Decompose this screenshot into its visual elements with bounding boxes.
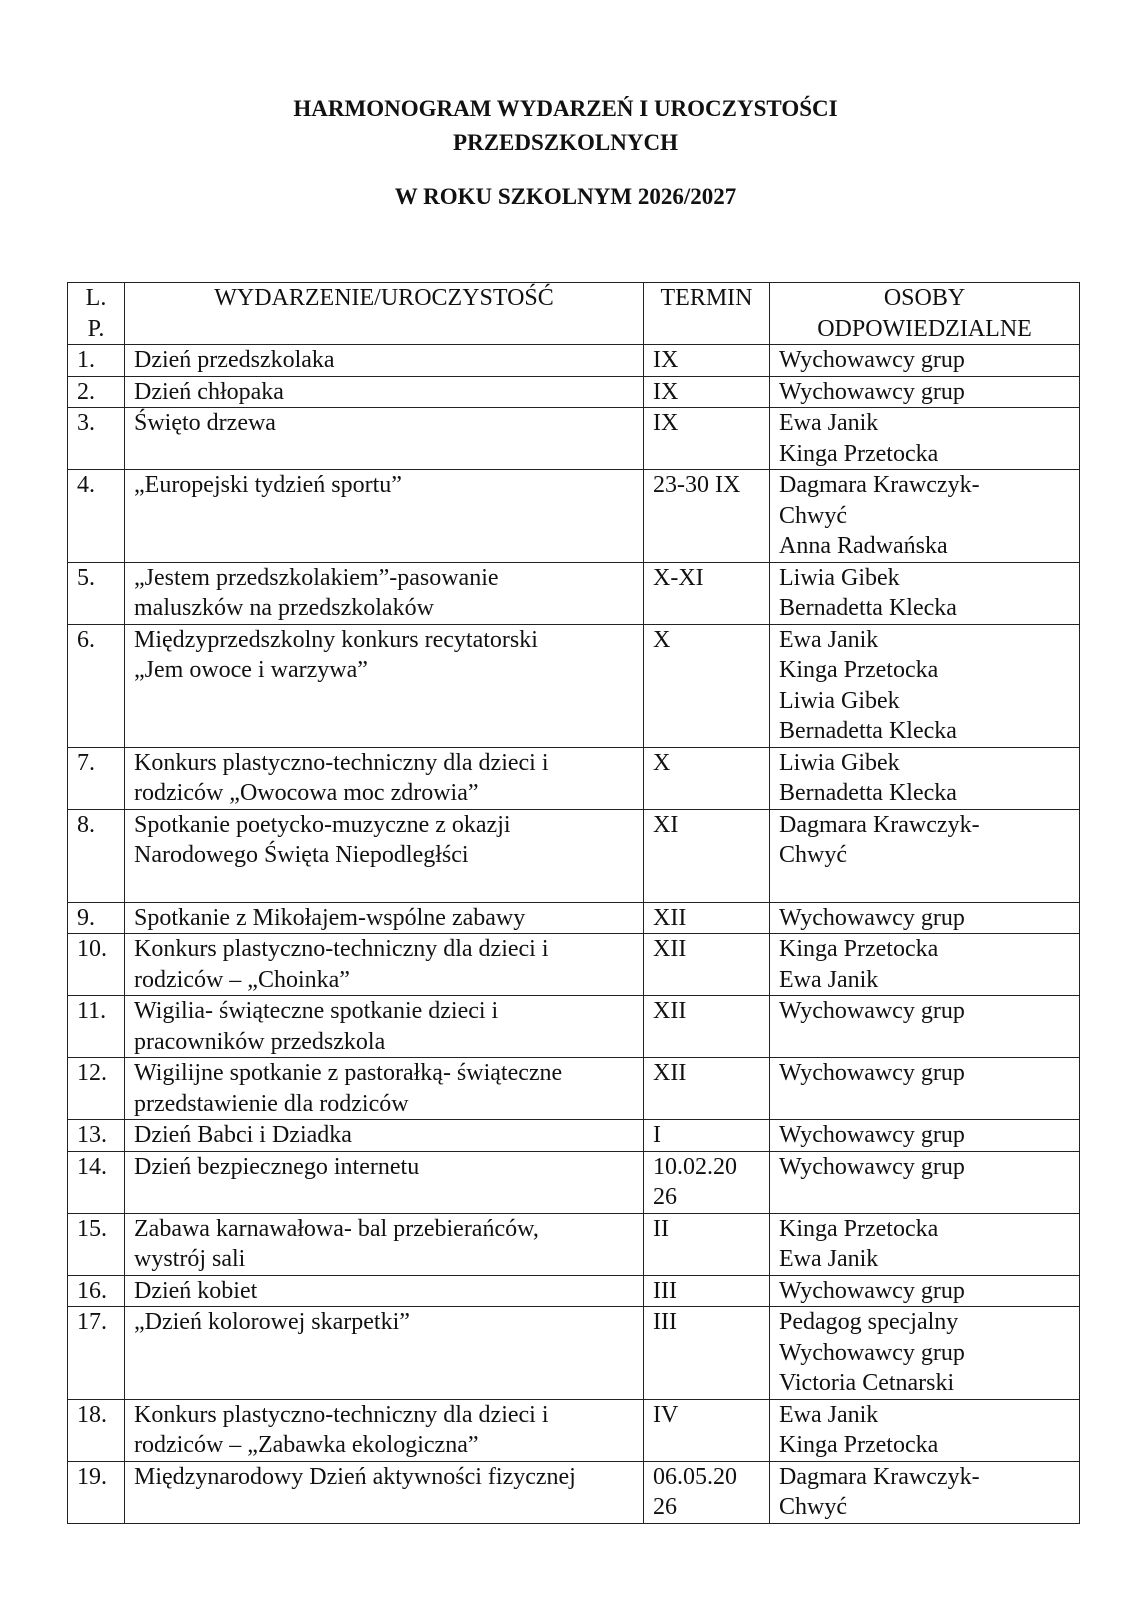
table-row: [68, 1275, 1080, 1307]
responsible-person-line: Wychowawcy grup: [779, 1060, 965, 1086]
responsible-person-line: Kinga Przetocka: [779, 440, 939, 467]
event-text-line: wystrój sali: [134, 1246, 246, 1272]
date-text-line: IX: [653, 347, 679, 373]
date-cell: [644, 624, 770, 747]
event-text-line: przedstawienie dla rodziców: [134, 1090, 409, 1117]
event-text-line: maluszków na przedszkolaków: [134, 595, 434, 621]
event-cell: [125, 1151, 644, 1213]
responsible-person-line: Kinga Przetocka: [779, 1432, 939, 1458]
table-row: [68, 562, 1080, 624]
responsible-cell: [770, 408, 1080, 470]
event-text-line: Wigilijne spotkanie z pastorałką- świąteczne: [134, 1060, 563, 1086]
event-cell: [125, 996, 644, 1058]
table-row: [68, 376, 1080, 408]
table-row: [68, 809, 1080, 902]
event-text-line: Spotkanie poetycko-muzyczne z okazji: [134, 811, 511, 838]
date-cell: [644, 1307, 770, 1400]
responsible-person-line: Wychowawcy grup: [779, 998, 965, 1024]
table-row: [68, 1120, 1080, 1152]
date-text-line: I: [653, 1122, 661, 1148]
event-text-line: „Dzień kolorowej skarpetki”: [134, 1309, 410, 1335]
date-text-line: XII: [653, 904, 687, 931]
date-cell: [644, 408, 770, 470]
responsible-person-line: Dagmara Krawczyk-: [779, 472, 980, 498]
responsible-cell: [770, 902, 1080, 934]
row-number: 5.: [68, 562, 125, 624]
responsible-person-line: Wychowawcy grup: [779, 1277, 965, 1304]
header-number-line-2: P.: [87, 315, 105, 342]
table-header-row: [68, 283, 1080, 345]
responsible-cell: [770, 996, 1080, 1058]
responsible-cell: [770, 470, 1080, 563]
document-title-line-2: PRZEDSZKOLNYCH: [453, 130, 678, 155]
date-text-line: XII: [653, 1060, 687, 1086]
table-row: [68, 1213, 1080, 1275]
date-text-line: X: [653, 626, 671, 653]
date-text-line: XII: [653, 936, 687, 962]
event-cell: [125, 1275, 644, 1307]
table-row: [68, 1058, 1080, 1120]
responsible-person-line: Ewa Janik: [779, 410, 879, 436]
date-cell: [644, 996, 770, 1058]
header-people-line-2: ODPOWIEDZIALNE: [817, 315, 1032, 342]
event-text-line: „Jem owoce i warzywa”: [134, 657, 368, 683]
responsible-person-line: Dagmara Krawczyk-: [779, 1463, 980, 1490]
date-cell: [644, 345, 770, 377]
responsible-person-line: Liwia Gibek: [779, 749, 900, 776]
header-number: [68, 283, 125, 345]
table-row: [68, 1461, 1080, 1523]
event-cell: [125, 809, 644, 902]
responsible-cell: [770, 1151, 1080, 1213]
responsible-person-line: Chwyć: [779, 842, 847, 868]
responsible-person-line: Bernadetta Klecka: [779, 718, 957, 744]
responsible-cell: [770, 1213, 1080, 1275]
event-text-line: Dzień chłopaka: [134, 378, 284, 405]
row-number: 16.: [68, 1275, 125, 1307]
event-cell: [125, 934, 644, 996]
header-number-line-1: L.: [85, 285, 107, 311]
row-number: 6.: [68, 624, 125, 747]
event-cell: [125, 562, 644, 624]
row-number: 15.: [68, 1213, 125, 1275]
event-text-line: Wigilia- świąteczne spotkanie dzieci i: [134, 998, 499, 1024]
table-body: [68, 345, 1080, 1524]
responsible-person-line: Kinga Przetocka: [779, 936, 939, 962]
event-cell: [125, 1307, 644, 1400]
header-date-label: TERMIN: [660, 285, 753, 311]
responsible-cell: [770, 376, 1080, 408]
row-number: 4.: [68, 470, 125, 563]
table-row: [68, 1399, 1080, 1461]
event-text-line: pracowników przedszkola: [134, 1028, 386, 1055]
responsible-person-line: Victoria Cetnarski: [779, 1370, 955, 1396]
header-people: [770, 283, 1080, 345]
date-cell: [644, 934, 770, 996]
row-number: 9.: [68, 902, 125, 934]
responsible-person-line: Liwia Gibek: [779, 564, 900, 591]
responsible-cell: [770, 747, 1080, 809]
event-text-line: rodziców „Owocowa moc zdrowia”: [134, 780, 479, 806]
event-text-line: Dzień Babci i Dziadka: [134, 1122, 352, 1148]
event-text-line: Konkurs plastyczno-techniczny dla dzieci i: [134, 936, 549, 962]
responsible-cell: [770, 809, 1080, 902]
event-cell: [125, 1461, 644, 1523]
date-cell: [644, 1058, 770, 1120]
date-text-line: X-XI: [653, 564, 704, 591]
document-heading: [0, 92, 1131, 214]
date-text-line: IX: [653, 410, 679, 436]
event-text-line: Międzyprzedszkolny konkurs recytatorski: [134, 626, 538, 653]
row-number: 10.: [68, 934, 125, 996]
responsible-cell: [770, 345, 1080, 377]
row-number: 17.: [68, 1307, 125, 1400]
date-cell: [644, 809, 770, 902]
date-text-line: II: [653, 1215, 669, 1242]
row-number: 3.: [68, 408, 125, 470]
event-text-line: Dzień przedszkolaka: [134, 347, 335, 373]
table-row: [68, 408, 1080, 470]
row-number: 18.: [68, 1399, 125, 1461]
table-row: [68, 996, 1080, 1058]
date-text-line: 10.02.20: [653, 1153, 737, 1180]
event-cell: [125, 1213, 644, 1275]
responsible-person-line: Bernadetta Klecka: [779, 780, 957, 806]
responsible-cell: [770, 1275, 1080, 1307]
date-cell: [644, 1151, 770, 1213]
responsible-cell: [770, 1120, 1080, 1152]
date-text-line: XI: [653, 811, 679, 838]
responsible-person-line: Chwyć: [779, 1494, 847, 1520]
event-text-line: Konkurs plastyczno-techniczny dla dzieci i: [134, 1401, 549, 1428]
event-text-line: Międzynarodowy Dzień aktywności fizycznej: [134, 1463, 576, 1490]
responsible-person-line: Anna Radwańska: [779, 533, 948, 559]
event-text-line: „Europejski tydzień sportu”: [134, 472, 402, 498]
responsible-person-line: Wychowawcy grup: [779, 1153, 965, 1180]
date-text-line: III: [653, 1277, 677, 1304]
responsible-person-line: Wychowawcy grup: [779, 378, 965, 405]
responsible-person-line: Wychowawcy grup: [779, 1339, 965, 1366]
responsible-cell: [770, 1058, 1080, 1120]
date-text-line: IX: [653, 378, 679, 405]
responsible-person-line: Kinga Przetocka: [779, 1215, 939, 1242]
responsible-person-line: Wychowawcy grup: [779, 904, 965, 931]
row-number: 8.: [68, 809, 125, 902]
responsible-person-line: Kinga Przetocka: [779, 657, 939, 683]
row-number: 11.: [68, 996, 125, 1058]
document-subtitle: W ROKU SZKOLNYM 2026/2027: [394, 184, 737, 209]
responsible-person-line: Wychowawcy grup: [779, 347, 965, 373]
event-cell: [125, 470, 644, 563]
date-text-line: 06.05.20: [653, 1463, 737, 1490]
event-cell: [125, 624, 644, 747]
date-cell: [644, 902, 770, 934]
row-number: 7.: [68, 747, 125, 809]
event-cell: [125, 1120, 644, 1152]
date-text-line: 26: [653, 1184, 677, 1210]
date-text-line: 23-30 IX: [653, 472, 741, 498]
row-number: 12.: [68, 1058, 125, 1120]
responsible-person-line: Ewa Janik: [779, 966, 879, 993]
responsible-cell: [770, 1399, 1080, 1461]
date-cell: [644, 747, 770, 809]
header-people-line-1: OSOBY: [883, 285, 966, 311]
events-schedule-table: [67, 282, 1080, 1524]
responsible-person-line: Dagmara Krawczyk-: [779, 811, 980, 838]
responsible-cell: [770, 1307, 1080, 1400]
table-row: [68, 902, 1080, 934]
responsible-person-line: Ewa Janik: [779, 626, 879, 653]
date-cell: [644, 1399, 770, 1461]
table-row: [68, 1307, 1080, 1400]
event-text-line: Narodowego Święta Niepodległści: [134, 842, 469, 868]
date-cell: [644, 1213, 770, 1275]
row-number: 13.: [68, 1120, 125, 1152]
table-row: [68, 470, 1080, 563]
date-cell: [644, 1275, 770, 1307]
event-text-line: rodziców – „Zabawka ekologiczna”: [134, 1432, 479, 1458]
date-text-line: 26: [653, 1494, 677, 1520]
header-date: [644, 283, 770, 345]
header-event: [125, 283, 644, 345]
event-text-line: Dzień bezpiecznego internetu: [134, 1153, 420, 1180]
responsible-cell: [770, 934, 1080, 996]
event-cell: [125, 376, 644, 408]
responsible-cell: [770, 562, 1080, 624]
responsible-person-line: Bernadetta Klecka: [779, 595, 957, 621]
responsible-person-line: Ewa Janik: [779, 1401, 879, 1428]
responsible-person-line: Wychowawcy grup: [779, 1122, 965, 1148]
responsible-cell: [770, 1461, 1080, 1523]
row-number: 2.: [68, 376, 125, 408]
document-title-line-1: HARMONOGRAM WYDARZEŃ I UROCZYSTOŚCI: [293, 96, 838, 121]
row-number: 14.: [68, 1151, 125, 1213]
table-row: [68, 624, 1080, 747]
event-text-line: Konkurs plastyczno-techniczny dla dzieci i: [134, 749, 549, 776]
date-text-line: III: [653, 1309, 677, 1335]
date-cell: [644, 1120, 770, 1152]
table-row: [68, 1151, 1080, 1213]
event-cell: [125, 747, 644, 809]
responsible-person-line: Chwyć: [779, 502, 847, 529]
table-row: [68, 934, 1080, 996]
date-text-line: X: [653, 749, 671, 776]
table-row: [68, 747, 1080, 809]
event-cell: [125, 902, 644, 934]
row-number: 1.: [68, 345, 125, 377]
event-text-line: Zabawa karnawałowa- bal przebierańców,: [134, 1215, 539, 1242]
event-cell: [125, 1399, 644, 1461]
event-cell: [125, 345, 644, 377]
responsible-person-line: Ewa Janik: [779, 1246, 879, 1272]
row-number: 19.: [68, 1461, 125, 1523]
date-cell: [644, 1461, 770, 1523]
event-text-line: rodziców – „Choinka”: [134, 966, 350, 993]
table-row: [68, 345, 1080, 377]
event-text-line: Spotkanie z Mikołajem-wspólne zabawy: [134, 904, 526, 931]
date-cell: [644, 376, 770, 408]
responsible-cell: [770, 624, 1080, 747]
event-text-line: „Jestem przedszkolakiem”-pasowanie: [134, 564, 499, 591]
event-cell: [125, 1058, 644, 1120]
date-cell: [644, 470, 770, 563]
responsible-person-line: Pedagog specjalny: [779, 1309, 959, 1335]
event-cell: [125, 408, 644, 470]
event-text-line: Dzień kobiet: [134, 1277, 258, 1304]
event-text-line: Święto drzewa: [134, 410, 276, 436]
header-event-label: WYDARZENIE/UROCZYSTOŚĆ: [214, 285, 554, 311]
date-text-line: IV: [653, 1401, 679, 1428]
responsible-person-line: Liwia Gibek: [779, 687, 900, 714]
date-cell: [644, 562, 770, 624]
date-text-line: XII: [653, 998, 687, 1024]
